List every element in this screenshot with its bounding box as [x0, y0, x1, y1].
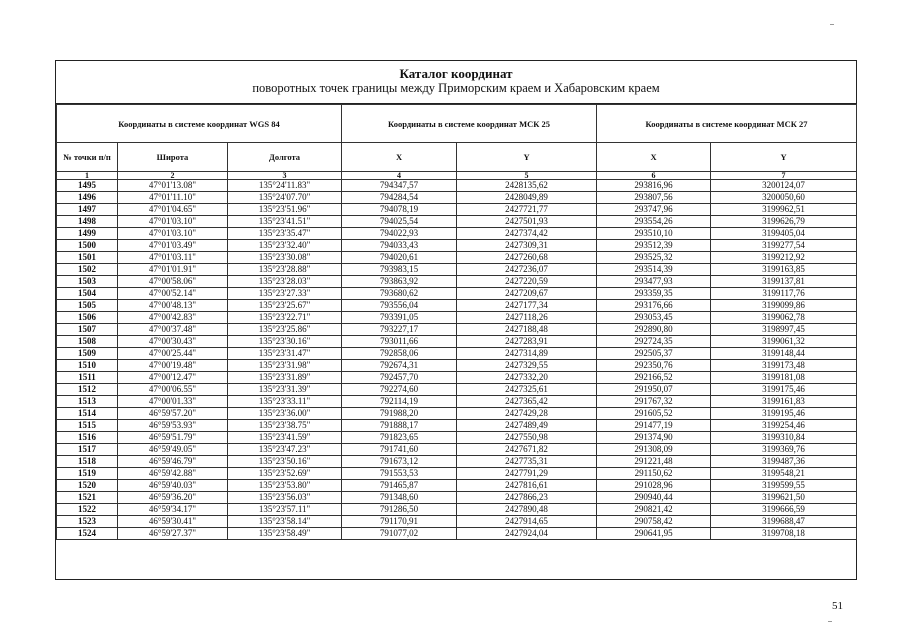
msk25-x-cell: 793011,66: [342, 336, 457, 348]
msk25-y-cell: 2427236,07: [457, 264, 597, 276]
msk27-y-cell: 3200124,07: [711, 180, 857, 192]
longitude-cell: 135°23'25.67": [228, 300, 342, 312]
msk27-y-cell: 3199962,51: [711, 204, 857, 216]
msk25-y-cell: 2428049,89: [457, 192, 597, 204]
point-number-cell: 1520: [57, 480, 118, 492]
msk27-x-cell: 291950,07: [597, 384, 711, 396]
latitude-cell: 47°00'48.13": [118, 300, 228, 312]
latitude-cell: 47°00'19.48": [118, 360, 228, 372]
msk25-y-cell: 2427188,48: [457, 324, 597, 336]
latitude-cell: 47°01'03.10": [118, 228, 228, 240]
point-number-cell: 1514: [57, 408, 118, 420]
col-header-lat: Широта: [118, 143, 228, 172]
longitude-cell: 135°23'25.86": [228, 324, 342, 336]
msk25-x-cell: 793863,92: [342, 276, 457, 288]
column-number-row: [57, 172, 857, 180]
longitude-cell: 135°23'22.71": [228, 312, 342, 324]
msk27-y-cell: 3199621,50: [711, 492, 857, 504]
latitude-cell: 47°01'13.08": [118, 180, 228, 192]
longitude-cell: 135°23'58.49": [228, 528, 342, 540]
col-header-x25: X: [342, 143, 457, 172]
latitude-cell: 46°59'49.05": [118, 444, 228, 456]
col-number: 3: [228, 172, 342, 180]
msk27-x-cell: 292505,37: [597, 348, 711, 360]
longitude-cell: 135°24'07.70": [228, 192, 342, 204]
point-number-cell: 1496: [57, 192, 118, 204]
point-number-cell: 1519: [57, 468, 118, 480]
msk27-x-cell: 293525,32: [597, 252, 711, 264]
table-row: [57, 264, 857, 276]
latitude-cell: 47°01'04.65": [118, 204, 228, 216]
table-row: [57, 228, 857, 240]
msk27-x-cell: 291308,09: [597, 444, 711, 456]
msk25-x-cell: 791741,60: [342, 444, 457, 456]
table-row: [57, 324, 857, 336]
table-row: [57, 432, 857, 444]
table-row: [57, 492, 857, 504]
table-row: [57, 456, 857, 468]
msk25-y-cell: 2427671,82: [457, 444, 597, 456]
msk27-y-cell: 3199212,92: [711, 252, 857, 264]
longitude-cell: 135°23'27.33": [228, 288, 342, 300]
msk27-y-cell: 3199310,84: [711, 432, 857, 444]
msk25-y-cell: 2427332,20: [457, 372, 597, 384]
longitude-cell: 135°23'31.89": [228, 372, 342, 384]
latitude-cell: 47°00'06.55": [118, 384, 228, 396]
msk27-y-cell: 3199626,79: [711, 216, 857, 228]
latitude-cell: 47°00'25.44": [118, 348, 228, 360]
msk25-y-cell: 2427220,59: [457, 276, 597, 288]
longitude-cell: 135°23'35.47": [228, 228, 342, 240]
msk27-y-cell: 3199195,46: [711, 408, 857, 420]
msk25-y-cell: 2427209,67: [457, 288, 597, 300]
point-number-cell: 1516: [57, 432, 118, 444]
msk25-x-cell: 791553,53: [342, 468, 457, 480]
msk27-y-cell: 3199181,08: [711, 372, 857, 384]
msk25-x-cell: 791988,20: [342, 408, 457, 420]
longitude-cell: 135°23'56.03": [228, 492, 342, 504]
table-row: [57, 276, 857, 288]
msk27-y-cell: 3199548,21: [711, 468, 857, 480]
table-row: [57, 360, 857, 372]
msk27-y-cell: 3199666,59: [711, 504, 857, 516]
table-row: [57, 444, 857, 456]
msk27-x-cell: 293514,39: [597, 264, 711, 276]
col-header-x27: X: [597, 143, 711, 172]
msk27-y-cell: 3199137,81: [711, 276, 857, 288]
msk25-y-cell: 2427260,68: [457, 252, 597, 264]
column-header-row: [57, 143, 857, 172]
col-header-lon: Долгота: [228, 143, 342, 172]
msk25-x-cell: 794022,93: [342, 228, 457, 240]
msk25-y-cell: 2427325,61: [457, 384, 597, 396]
longitude-cell: 135°23'41.51": [228, 216, 342, 228]
msk27-x-cell: 291767,32: [597, 396, 711, 408]
msk25-y-cell: 2427866,23: [457, 492, 597, 504]
longitude-cell: 135°23'32.40": [228, 240, 342, 252]
scan-speck: [830, 24, 834, 25]
latitude-cell: 46°59'40.03": [118, 480, 228, 492]
table-row: [57, 396, 857, 408]
msk27-x-cell: 290940,44: [597, 492, 711, 504]
msk25-y-cell: 2427283,91: [457, 336, 597, 348]
table-row: [57, 468, 857, 480]
msk27-y-cell: 3199254,46: [711, 420, 857, 432]
msk25-x-cell: 792274,60: [342, 384, 457, 396]
longitude-cell: 135°23'31.98": [228, 360, 342, 372]
table-row: [57, 336, 857, 348]
msk25-x-cell: 794347,57: [342, 180, 457, 192]
group-header-msk27: Координаты в системе координат МСК 27: [597, 105, 857, 143]
msk27-x-cell: 293053,45: [597, 312, 711, 324]
msk27-x-cell: 291374,90: [597, 432, 711, 444]
msk25-y-cell: 2427374,42: [457, 228, 597, 240]
catalog-subtitle: поворотных точек границы между Приморским краем и Хабаровским краем: [252, 81, 660, 95]
latitude-cell: 47°00'37.48": [118, 324, 228, 336]
col-number: 2: [118, 172, 228, 180]
msk25-x-cell: 794025,54: [342, 216, 457, 228]
msk27-x-cell: 291477,19: [597, 420, 711, 432]
msk25-x-cell: 791077,02: [342, 528, 457, 540]
point-number-cell: 1505: [57, 300, 118, 312]
msk27-y-cell: 3199405,04: [711, 228, 857, 240]
longitude-cell: 135°23'58.14": [228, 516, 342, 528]
msk27-x-cell: 293176,66: [597, 300, 711, 312]
table-row: [57, 480, 857, 492]
msk25-x-cell: 794284,54: [342, 192, 457, 204]
coordinate-catalog: [55, 60, 857, 580]
latitude-cell: 46°59'30.41": [118, 516, 228, 528]
msk27-x-cell: 291605,52: [597, 408, 711, 420]
msk27-x-cell: 292166,52: [597, 372, 711, 384]
msk27-x-cell: 290758,42: [597, 516, 711, 528]
msk27-x-cell: 293510,10: [597, 228, 711, 240]
msk27-y-cell: 3199708,18: [711, 528, 857, 540]
msk25-x-cell: 792858,06: [342, 348, 457, 360]
table-row: [57, 180, 857, 192]
point-number-cell: 1497: [57, 204, 118, 216]
table-row: [57, 516, 857, 528]
longitude-cell: 135°23'28.88": [228, 264, 342, 276]
point-number-cell: 1502: [57, 264, 118, 276]
msk25-y-cell: 2427721,77: [457, 204, 597, 216]
msk25-x-cell: 793227,17: [342, 324, 457, 336]
msk25-y-cell: 2427735,31: [457, 456, 597, 468]
longitude-cell: 135°23'41.59": [228, 432, 342, 444]
msk25-y-cell: 2427924,04: [457, 528, 597, 540]
msk25-x-cell: 793556,04: [342, 300, 457, 312]
msk25-x-cell: 791348,60: [342, 492, 457, 504]
point-number-cell: 1511: [57, 372, 118, 384]
longitude-cell: 135°23'31.47": [228, 348, 342, 360]
longitude-cell: 135°23'30.08": [228, 252, 342, 264]
msk27-y-cell: 3199062,78: [711, 312, 857, 324]
msk27-x-cell: 290821,42: [597, 504, 711, 516]
col-number: 7: [711, 172, 857, 180]
group-header-msk25: Координаты в системе координат МСК 25: [342, 105, 597, 143]
table-row: [57, 528, 857, 540]
table-row: [57, 312, 857, 324]
col-number: 6: [597, 172, 711, 180]
msk25-x-cell: 791823,65: [342, 432, 457, 444]
latitude-cell: 46°59'51.79": [118, 432, 228, 444]
msk25-x-cell: 791465,87: [342, 480, 457, 492]
table-row: [57, 504, 857, 516]
msk25-x-cell: 794020,61: [342, 252, 457, 264]
longitude-cell: 135°23'33.11": [228, 396, 342, 408]
point-number-cell: 1517: [57, 444, 118, 456]
table-row: [57, 240, 857, 252]
msk27-y-cell: 3199175,46: [711, 384, 857, 396]
latitude-cell: 47°00'42.83": [118, 312, 228, 324]
latitude-cell: 47°01'01.91": [118, 264, 228, 276]
msk27-y-cell: 3199117,76: [711, 288, 857, 300]
point-number-cell: 1499: [57, 228, 118, 240]
msk25-y-cell: 2427489,49: [457, 420, 597, 432]
longitude-cell: 135°24'11.83": [228, 180, 342, 192]
msk25-y-cell: 2427118,26: [457, 312, 597, 324]
col-number: 1: [57, 172, 118, 180]
msk27-y-cell: 3199148,44: [711, 348, 857, 360]
latitude-cell: 47°00'58.06": [118, 276, 228, 288]
msk25-y-cell: 2427501,93: [457, 216, 597, 228]
msk27-y-cell: 3200050,60: [711, 192, 857, 204]
point-number-cell: 1512: [57, 384, 118, 396]
table-row: [57, 384, 857, 396]
msk25-x-cell: 791286,50: [342, 504, 457, 516]
msk25-x-cell: 792457,70: [342, 372, 457, 384]
col-number: 5: [457, 172, 597, 180]
msk27-x-cell: 290641,95: [597, 528, 711, 540]
latitude-cell: 46°59'36.20": [118, 492, 228, 504]
latitude-cell: 47°01'03.11": [118, 252, 228, 264]
point-number-cell: 1503: [57, 276, 118, 288]
group-header-row: [57, 105, 857, 143]
point-number-cell: 1501: [57, 252, 118, 264]
point-number-cell: 1510: [57, 360, 118, 372]
msk25-y-cell: 2427914,65: [457, 516, 597, 528]
msk25-x-cell: 791888,17: [342, 420, 457, 432]
longitude-cell: 135°23'38.75": [228, 420, 342, 432]
msk25-y-cell: 2427329,55: [457, 360, 597, 372]
msk25-y-cell: 2427816,61: [457, 480, 597, 492]
msk27-y-cell: 3199173,48: [711, 360, 857, 372]
msk25-y-cell: 2427365,42: [457, 396, 597, 408]
table-row: [57, 372, 857, 384]
table-row: [57, 300, 857, 312]
latitude-cell: 47°00'52.14": [118, 288, 228, 300]
msk25-x-cell: 793983,15: [342, 264, 457, 276]
latitude-cell: 47°01'03.49": [118, 240, 228, 252]
table-row: [57, 408, 857, 420]
col-number: 4: [342, 172, 457, 180]
msk27-x-cell: 293477,93: [597, 276, 711, 288]
point-number-cell: 1518: [57, 456, 118, 468]
msk25-x-cell: 793391,05: [342, 312, 457, 324]
longitude-cell: 135°23'30.16": [228, 336, 342, 348]
msk27-y-cell: 3198997,45: [711, 324, 857, 336]
latitude-cell: 46°59'46.79": [118, 456, 228, 468]
msk27-x-cell: 293807,56: [597, 192, 711, 204]
msk25-x-cell: 792674,31: [342, 360, 457, 372]
catalog-header: [56, 61, 856, 104]
latitude-cell: 46°59'42.88": [118, 468, 228, 480]
col-header-y25: Y: [457, 143, 597, 172]
msk27-x-cell: 293747,96: [597, 204, 711, 216]
latitude-cell: 47°00'12.47": [118, 372, 228, 384]
table-row: [57, 348, 857, 360]
scan-speck: [828, 621, 832, 622]
msk27-x-cell: 292724,35: [597, 336, 711, 348]
point-number-cell: 1515: [57, 420, 118, 432]
longitude-cell: 135°23'50.16": [228, 456, 342, 468]
coordinates-table: [56, 104, 857, 540]
table-body: [57, 180, 857, 540]
msk25-x-cell: 793680,62: [342, 288, 457, 300]
longitude-cell: 135°23'52.69": [228, 468, 342, 480]
catalog-title: Каталог координат: [399, 66, 513, 81]
point-number-cell: 1495: [57, 180, 118, 192]
point-number-cell: 1507: [57, 324, 118, 336]
latitude-cell: 47°00'30.43": [118, 336, 228, 348]
msk27-x-cell: 293816,96: [597, 180, 711, 192]
longitude-cell: 135°23'53.80": [228, 480, 342, 492]
point-number-cell: 1522: [57, 504, 118, 516]
point-number-cell: 1506: [57, 312, 118, 324]
col-header-point: № точки п/п: [57, 143, 118, 172]
msk27-y-cell: 3199277,54: [711, 240, 857, 252]
msk27-y-cell: 3199061,32: [711, 336, 857, 348]
point-number-cell: 1500: [57, 240, 118, 252]
col-header-y27: Y: [711, 143, 857, 172]
msk27-x-cell: 293512,39: [597, 240, 711, 252]
latitude-cell: 46°59'57.20": [118, 408, 228, 420]
latitude-cell: 47°01'03.10": [118, 216, 228, 228]
msk25-y-cell: 2427309,31: [457, 240, 597, 252]
msk27-y-cell: 3199099,86: [711, 300, 857, 312]
longitude-cell: 135°23'51.96": [228, 204, 342, 216]
msk27-y-cell: 3199599,55: [711, 480, 857, 492]
msk27-y-cell: 3199369,76: [711, 444, 857, 456]
longitude-cell: 135°23'57.11": [228, 504, 342, 516]
msk25-y-cell: 2428135,62: [457, 180, 597, 192]
msk27-x-cell: 292890,80: [597, 324, 711, 336]
msk27-x-cell: 291150,62: [597, 468, 711, 480]
longitude-cell: 135°23'47.23": [228, 444, 342, 456]
latitude-cell: 46°59'34.17": [118, 504, 228, 516]
msk25-y-cell: 2427177,34: [457, 300, 597, 312]
msk25-x-cell: 794033,43: [342, 240, 457, 252]
msk25-y-cell: 2427314,89: [457, 348, 597, 360]
point-number-cell: 1524: [57, 528, 118, 540]
latitude-cell: 46°59'27.37": [118, 528, 228, 540]
longitude-cell: 135°23'36.00": [228, 408, 342, 420]
msk27-x-cell: 293554,26: [597, 216, 711, 228]
msk27-x-cell: 291028,96: [597, 480, 711, 492]
msk27-x-cell: 293359,35: [597, 288, 711, 300]
table-row: [57, 216, 857, 228]
msk25-x-cell: 791673,12: [342, 456, 457, 468]
longitude-cell: 135°23'31.39": [228, 384, 342, 396]
group-header-wgs84: Координаты в системе координат WGS 84: [57, 105, 342, 143]
point-number-cell: 1513: [57, 396, 118, 408]
msk27-y-cell: 3199487,36: [711, 456, 857, 468]
latitude-cell: 47°01'11.10": [118, 192, 228, 204]
msk25-y-cell: 2427429,28: [457, 408, 597, 420]
table-row: [57, 252, 857, 264]
point-number-cell: 1498: [57, 216, 118, 228]
point-number-cell: 1521: [57, 492, 118, 504]
table-row: [57, 420, 857, 432]
msk27-x-cell: 291221,48: [597, 456, 711, 468]
msk25-x-cell: 791170,91: [342, 516, 457, 528]
point-number-cell: 1504: [57, 288, 118, 300]
msk25-x-cell: 794078,19: [342, 204, 457, 216]
latitude-cell: 47°00'01.33": [118, 396, 228, 408]
longitude-cell: 135°23'28.03": [228, 276, 342, 288]
point-number-cell: 1523: [57, 516, 118, 528]
table-row: [57, 192, 857, 204]
latitude-cell: 46°59'53.93": [118, 420, 228, 432]
msk25-x-cell: 792114,19: [342, 396, 457, 408]
msk27-y-cell: 3199163,85: [711, 264, 857, 276]
msk25-y-cell: 2427791,29: [457, 468, 597, 480]
msk27-y-cell: 3199688,47: [711, 516, 857, 528]
page-number: 51: [832, 600, 843, 612]
msk25-y-cell: 2427550,98: [457, 432, 597, 444]
point-number-cell: 1509: [57, 348, 118, 360]
table-row: [57, 288, 857, 300]
msk27-y-cell: 3199161,83: [711, 396, 857, 408]
msk25-y-cell: 2427890,48: [457, 504, 597, 516]
point-number-cell: 1508: [57, 336, 118, 348]
table-row: [57, 204, 857, 216]
msk27-x-cell: 292350,76: [597, 360, 711, 372]
